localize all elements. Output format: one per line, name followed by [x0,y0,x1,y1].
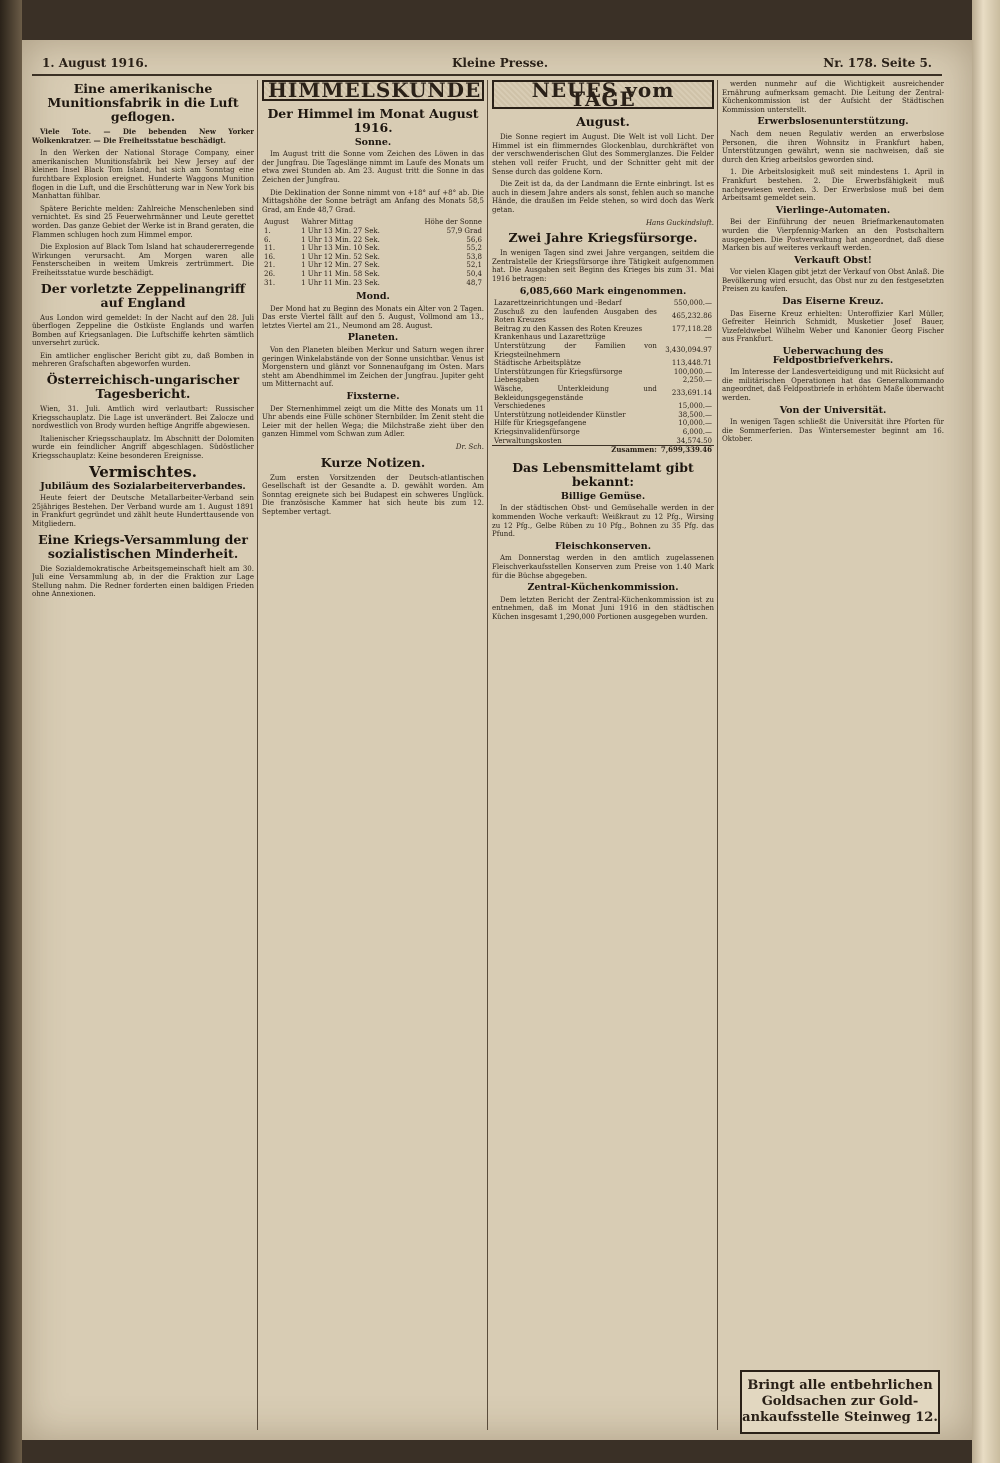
table-row [492,428,714,437]
ledger-amount: 10,000.— [678,419,712,428]
column-2 [262,80,484,1430]
ledger-item: Verwaltungskosten [494,436,562,445]
table-header: Wahrer Mittag [301,218,354,227]
section-miscellaneous: Vermischtes. [89,462,197,481]
advert-line: Bringt alle entbehrlichen [747,1378,933,1393]
article-paragraph: Bei der Einführung der neuen Briefmarkenautomaten wurden die Vierpfennig-Marken an den Postschaltern ausgegeben. Die Postverwaltung hat angeordnet, daß diese Marken bis auf weiteres verkauft werden. [722,218,944,253]
ledger-amount: 233,691.14 [671,389,712,398]
ledger-item: Kriegsinvalidenfürsorge [494,428,580,436]
article-paragraph: Am Donnerstag werden in den amtlich zugelassenen Fleischverkaufsstellen Konserven zum Preise von 1.40 Mark für die Büchse abgegeben. [492,554,714,580]
paper-name: Kleine Presse. [452,56,549,70]
headline-welfare: Zwei Jahre Kriegsfürsorge. [508,230,698,246]
ledger-item: Beitrag zu den Kassen des Roten Kreuzes [494,324,643,333]
table-row [492,419,714,428]
amount-heading: 6,085,660 Mark eingenommen. [519,285,687,297]
ledger-amount: 113,448.71 [671,359,712,368]
article-paragraph: Die Deklination der Sonne nimmt von +18° auf +8° ab. Die Mittagshöhe der Sonne beträgt am Anfang des Monats 58,5 Grad, am Ende 48,7 Grad. [262,188,484,214]
issue-date: 1. August 1916. [42,56,148,70]
table-cell: 6. [264,235,271,244]
author-signature: Hans Guckindsluft. [645,218,714,227]
subhead-planets: Planeten. [347,332,399,344]
page-stack-edge [972,0,1000,1463]
subhead-kitchen: Zentral-Küchenkommission. [527,582,679,594]
table-cell: 56,6 [466,235,482,244]
table-cell: 50,4 [466,269,482,278]
table-row [492,308,714,325]
ledger-amount: 38,500.— [678,410,712,419]
article-paragraph: Das Eiserne Kreuz erhielten: Unteroffizier Karl Müller, Gefreiter Heinrich Schmidt, Musketier Josef Bauer, Vizefeldwebel Wilhelm Weber und Kanonier Georg Fischer aus Frankfurt. [722,309,944,344]
article-paragraph: Italienischer Kriegsschauplatz. Im Abschnitt der Dolomiten wurde ein feindlicher Angriff abgeschlagen. Südöstlicher Kriegsschauplatz: Keine besonderen Ereignisse. [32,434,254,461]
article-paragraph: Wien, 31. Juli. Amtlich wird verlautbart: Russischer Kriegsschauplatz. Die Lage ist unverändert. Bei Zalocze und nordwestlich von Brody wurden heftige Angriffe abgewiesen. [32,405,254,431]
table-cell: 1 Uhr 13 Min. 27 Sek. [301,226,380,235]
ledger-amount: 465,232.86 [671,311,712,320]
book-binding-shadow [0,0,22,1463]
subhead-meat: Fleischkonserven. [554,540,652,552]
headline-august: August. [576,114,630,130]
table-row [492,411,714,420]
article-paragraph: Zum ersten Vorsitzenden der Deutsch-atlantischen Gesellschaft ist der Gesandte a. D. gewählt worden. Am Sonntag ereignete sich bei Budapest ein schweres Unglück. Die französische Kammer hat sich heute bis zum 12. September vertagt. [262,473,484,516]
sun-table [262,218,484,287]
article-paragraph: In wenigen Tagen sind zwei Jahre vergangen, seitdem die Zentralstelle der Kriegsfürsorge ihre Tätigkeit aufgenommen hat. Die Ausgaben seit Beginn des Krieges bis zum 31. Mai 1916 betragen: [492,249,714,283]
ledger-amount: 34,574.50 [676,436,712,445]
table-cell: 52,1 [466,261,482,270]
article-paragraph: Im Interesse der Landesverteidigung und mit Rücksicht auf die militärischen Operationen hat das Generalkommando angeordnet, daß Feldpostbriefe in erhöhtem Maße überwacht werden. [722,368,944,402]
table-row [492,333,714,342]
ledger-amount: 3,430,094.97 [665,346,712,355]
subhead: Viele Tote. — Die bebenden New Yorker Wolkenkratzer. — Die Freiheitsstatue beschädigt. [32,127,254,145]
article-paragraph: 1. Die Arbeitslosigkeit muß seit mindestens 1. April in Frankfurt bestehen. 2. Die Erwerbsfähigkeit muß nachgewiesen werden. 3. Der Erwerbslose muß bei dem Arbeitsamt gemeldet sein. [722,168,944,203]
column-1 [32,80,254,1430]
article-paragraph: werden nunmehr auf die Wichtigkeit ausreichender Ernährung aufmerksam gemacht. Die Leitung der Zentral-Küchenkommission ist der Aufsicht der Städtischen Kommission unterstellt. [722,80,944,114]
subhead-moon: Mond. [356,291,390,303]
subhead-fruit: Verkauft Obst! [794,254,872,266]
ledger-item: Wäsche, Unterkleidung und Bekleidungsgegenstände [494,385,657,402]
table-header: August [264,218,289,227]
column-divider [717,80,718,1430]
article-paragraph: Nach dem neuen Regulativ werden an erwerbslose Personen, die ihren Wohnsitz in Frankfurt haben, Unterstützungen gewährt, wenn sie nachweisen, daß sie durch den Krieg arbeitslos geworden sind. [722,129,944,164]
table-cell: 1 Uhr 13 Min. 22 Sek. [301,235,380,244]
author-signature: Dr. Sch. [455,443,484,451]
article-paragraph: Vor vielen Klagen gibt jetzt der Verkauf von Obst Anlaß. Die Bevölkerung wird ersucht, das Obst nur zu den festgesetzten Preisen zu kaufen. [722,268,944,294]
subhead-iron-cross: Das Eiserne Kreuz. [782,296,884,308]
gold-purchase-advert [740,1370,940,1434]
ledger-table [492,299,714,455]
ledger-amount: 15,000.— [678,402,712,411]
table-row [492,402,714,411]
article-paragraph: Die Zeit ist da, da der Landmann die Ernte einbringt. Ist es auch in diesem Jahre anders als sonst, fehlen auch so manche Hände, die draußen im Felde stehen, so wird doch das Werk getan. [492,180,714,214]
headline-sky: Der Himmel im Monat August 1916. [267,105,479,135]
column-4 [722,80,944,1400]
table-cell: 16. [264,252,276,261]
table-row [492,385,714,402]
headline-zeppelin: Der vorletzte Zeppelinangriff auf England [40,280,246,310]
ledger-total: 7,699,339.46 [660,445,712,455]
subhead-vegetables: Billige Gemüse. [560,490,646,502]
table-cell: 1. [264,226,271,235]
table-cell: 1 Uhr 13 Min. 10 Sek. [301,244,380,253]
ledger-item: Zuschuß zu den laufenden Ausgaben des Roten Kreuzes [494,307,657,325]
ledger-item: Unterstützung der Familien von Kriegsteilnehmern [494,342,657,359]
table-row [492,376,714,385]
column-divider [257,80,258,1430]
ledger-amount: 177,118.28 [671,324,712,333]
ledger-item: Städtische Arbeitsplätze [494,359,581,368]
table-cell: 57,9 Grad [446,226,482,235]
ledger-total-row [492,446,714,455]
headline-jubilee: Jubiläum des Sozialarbeiterverbandes. [40,480,246,492]
masthead [32,48,942,76]
ledger-item: Unterstützungen für Kriegsfürsorge [494,367,623,376]
table-cell: 11. [264,244,276,253]
advert-line: Goldsachen zur Gold- [761,1394,919,1409]
ledger-item: Unterstützung notleidender Künstler [494,410,626,419]
table-cell: 1 Uhr 11 Min. 58 Sek. [301,269,380,278]
table-cell: 1 Uhr 12 Min. 27 Sek. [301,261,380,270]
table-row [492,368,714,377]
article-paragraph: Spätere Berichte melden: Zahlreiche Menschenleben sind vernichtet. Es sind 25 Feuerwehrmänner und Leute gerettet worden. Das ganze Gebiet der Werke ist in Brand geraten, die Flammen schlugen hoch zum Himmel empor. [32,204,254,239]
table-row [262,244,484,253]
ledger-item: Krankenhaus und Lazarettzüge [494,333,606,342]
table-row [262,227,484,236]
article-paragraph: Von den Planeten bleiben Merkur und Saturn wegen ihrer geringen Winkelabstände von der Sonne unsichtbar. Venus ist Morgenstern und glänzt vor Sonnenaufgang im Osten. Mars steht am Abendhimmel im Zeichen der Jungfrau. Jupiter geht um Mitternacht auf. [262,346,484,389]
subhead-stars: Fixsterne. [346,391,400,403]
headline-notes: Kurze Notizen. [320,454,426,470]
article-paragraph: In der städtischen Obst- und Gemüsehalle werden in der kommenden Woche verkauft: Weißkraut zu 12 Pfg., Wirsing zu 12 Pfg., Gelbe Rüben zu 10 Pfg., Bohnen zu 35 Pfg. das Pfund. [492,504,714,539]
table-row [262,261,484,270]
headline-munitions: Eine amerikanische Munitionsfabrik in die Luft geflogen. [47,81,239,124]
article-paragraph: In den Werken der National Storage Company, einer amerikanischen Munitionsfabrik bei New Jersey auf der kleinen Insel Black Tom Island, hat sich am Sonntag eine furchtbare Explosion ereignet. Hunderte Waggons Munition flogen in die Luft, und die Erschütterung war in New York bis Manhattan fühlbar. [32,149,254,201]
neues-vom-tage-banner: NEUES vom TAGE [492,80,714,109]
newspaper-page [22,40,972,1440]
ledger-amount: 6,000.— [682,428,712,436]
ledger-item: Lazarettzeinrichtungen und -Bedarf [494,299,622,308]
article-paragraph: Der Mond hat zu Beginn des Monats ein Alter von 2 Tagen. Das erste Viertel fällt auf den 5. August, Vollmond am 13., letztes Viertel am 21., Neumond am 28. August. [262,304,484,330]
page-number: Nr. 178. Seite 5. [823,56,932,70]
ledger-amount: 100,000.— [673,367,712,376]
subhead-automats: Vierlinge-Automaten. [775,204,891,216]
ledger-amount: 550,000.— [673,299,712,308]
ledger-item: Liebesgaben [494,376,540,385]
table-cell: 1 Uhr 11 Min. 23 Sek. [301,278,380,287]
table-cell: 53,8 [466,252,482,261]
article-paragraph: Die Sozialdemokratische Arbeitsgemeinschaft hielt am 30. Juli eine Versammlung ab, in der die Fraktion zur Lage Stellung nahm. Die Redner forderten einen baldigen Frieden ohne Annexionen. [32,564,254,599]
table-cell: 31. [264,278,276,287]
article-paragraph: Der Sternenhimmel zeigt um die Mitte des Monats um 11 Uhr abends eine Fülle schöner Sternbilder. Im Zenit steht die Leier mit der hellen Wega; die Milchstraße zieht über den ganzen Himmel vom Schwan zum Adler. [262,404,484,439]
table-row [262,253,484,262]
headline-report: Österreichisch-ungarischer Tagesbericht. [46,372,240,402]
article-paragraph: In wenigen Tagen schließt die Universität ihre Pforten für die Sommerferien. Das Wintersemester beginnt am 16. Oktober. [722,418,944,444]
advert-line: ankaufsstelle Steinweg 12. [742,1410,938,1425]
article-paragraph: Die Sonne regiert im August. Die Welt ist voll Licht. Der Himmel ist ein flimmerndes Glockenblau, durchkräftet von der verschwenderischen Glut des Sommerglanzes. Die Felder stehen voll reifer Frucht, und der Schnitter geht mit der Sense durch das goldene Korn. [492,133,714,176]
subhead-sun: Sonne. [354,136,392,148]
table-row [492,359,714,368]
article-paragraph: Heute feiert der Deutsche Metallarbeiter-Verband sein 25jähriges Bestehen. Der Verband wurde am 1. August 1891 in Frankfurt gegründet und zählt heute Hunderttausende von Mitgliedern. [32,494,254,528]
table-header: Höhe der Sonne [424,218,482,227]
table-cell: 55,2 [466,244,482,253]
headline-assembly: Eine Kriegs-Versammlung der sozialistischen Minderheit. [38,531,248,561]
article-paragraph: Die Explosion auf Black Tom Island hat schaudererregende Wirkungen verursacht. Am Morgen waren alle Fensterscheiben in weitem Umkreis zertrümmert. Die Freiheitsstatue wurde beschädigt. [32,243,254,277]
ledger-item: Verschiedenes [494,402,546,411]
ledger-amount: — [705,333,712,342]
subhead-university: Von der Universität. [779,404,887,416]
article-paragraph: Im August tritt die Sonne vom Zeichen des Löwen in das der Jungfrau. Die Tageslänge nimmt im Laufe des Monats um etwa zwei Stunden ab. Am 23. August tritt die Sonne in das Zeichen der Jungfrau. [262,150,484,184]
subhead-unemployment: Erwerbslosenunterstützung. [757,116,909,128]
ledger-total-label: Zusammen: [611,445,657,455]
himmelskunde-banner: HIMMELSKUNDE [262,80,484,101]
table-row [492,342,714,359]
table-cell: 26. [264,269,276,278]
column-divider [487,80,488,1430]
table-row [262,236,484,245]
table-cell: 48,7 [466,278,482,287]
table-row [492,299,714,308]
table-row [262,279,484,288]
article-paragraph: Aus London wird gemeldet: In der Nacht auf den 28. Juli überflogen Zeppeline die Ostküste Englands und warfen Bomben auf Kriegsanlagen. Die Luftschiffe kehrten sämtlich unversehrt zurück. [32,313,254,348]
table-row [492,325,714,334]
table-row [262,270,484,279]
column-3 [492,80,714,1430]
article-paragraph: Dem letzten Bericht der Zentral-Küchenkommission ist zu entnehmen, daß im Monat Juni 1916 in den städtischen Küchen insgesamt 1,290,000 Portionen ausgegeben wurden. [492,595,714,621]
subhead-fieldpost: Ueberwachung des Feldpostbriefverkehrs. [772,346,894,366]
ledger-amount: 2,250.— [682,376,712,385]
table-cell: 21. [264,261,276,270]
article-paragraph: Ein amtlicher englischer Bericht gibt zu, daß Bomben in mehreren Grafschaften abgeworfen wurden. [32,351,254,369]
ledger-item: Hilfe für Kriegsgefangene [494,419,587,428]
table-cell: 1 Uhr 12 Min. 52 Sek. [301,252,380,261]
headline-food-office: Das Lebensmittelamt gibt bekannt: [512,459,694,489]
